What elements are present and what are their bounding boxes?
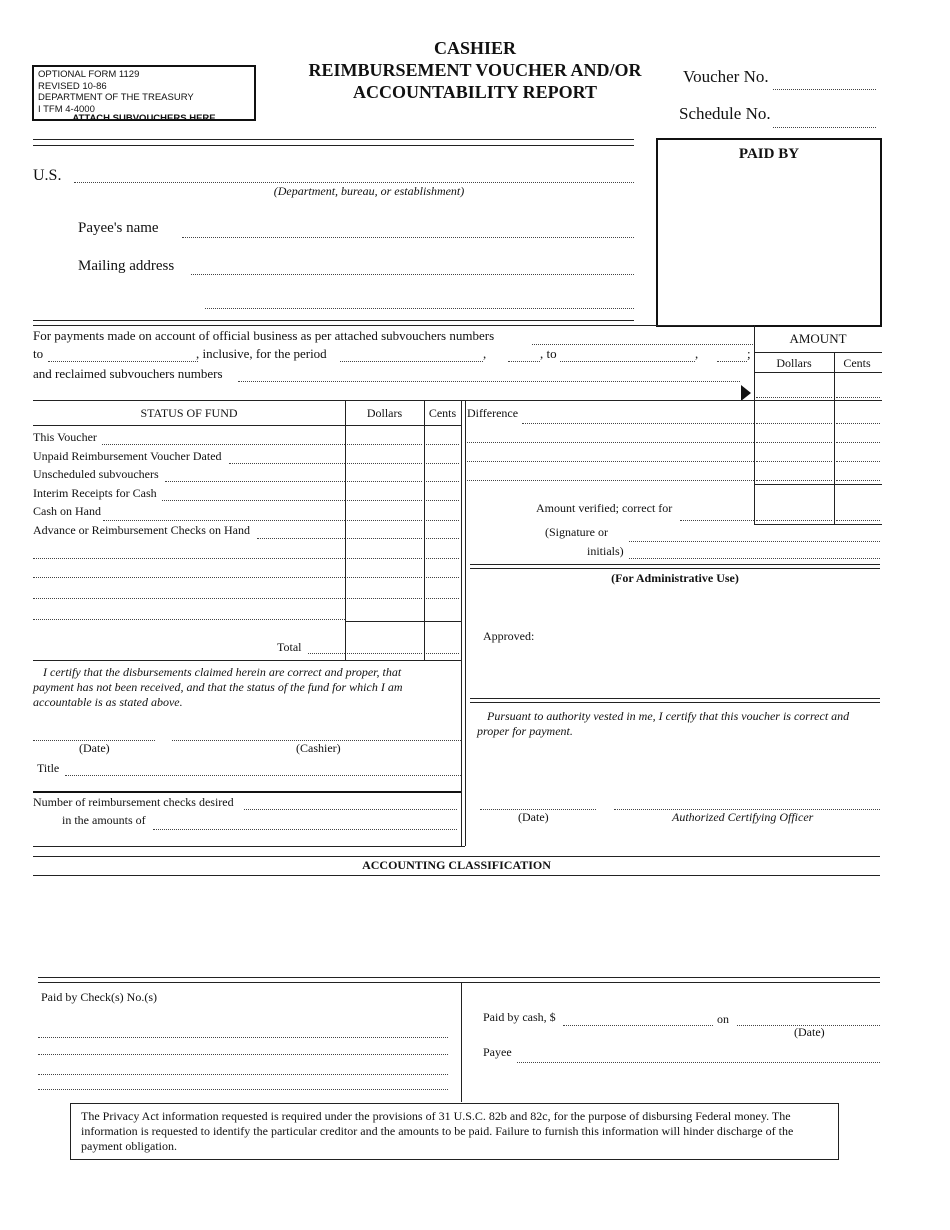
amount-dollars-field[interactable]	[756, 397, 832, 398]
period-comma-2: ,	[695, 346, 699, 361]
verified-bottom-rule	[754, 524, 882, 525]
status-total-label: Total	[277, 640, 302, 654]
status-cents-cell[interactable]	[426, 481, 459, 482]
period-from-year-field[interactable]	[508, 361, 540, 362]
difference-field[interactable]	[522, 423, 754, 424]
signature-field-2[interactable]	[629, 558, 880, 559]
period-semicolon: ;	[747, 346, 751, 361]
status-cents-cell[interactable]	[426, 577, 459, 578]
status-cents-cell[interactable]	[426, 538, 459, 539]
approved-rule-1	[470, 698, 880, 699]
accounting-rule-bottom	[33, 875, 880, 876]
paid-by-check-label: Paid by Check(s) No.(s)	[41, 990, 157, 1004]
status-cents-cell[interactable]	[426, 444, 459, 445]
status-cents-cell[interactable]	[426, 500, 459, 501]
privacy-act-notice	[70, 1103, 839, 1160]
difference-row-4[interactable]	[467, 480, 754, 481]
signature-label-2: initials)	[587, 544, 624, 558]
payee-name-label: Payee's name	[78, 220, 159, 236]
attach-rule-left	[36, 119, 66, 120]
paid-by-title: PAID BY	[738, 146, 800, 162]
payment-rule-2	[38, 982, 880, 983]
center-rule-2	[465, 400, 466, 846]
amount-col-mid	[834, 352, 835, 525]
status-header-rule	[33, 425, 461, 426]
title-line-2: REIMBURSEMENT VOUCHER AND/OR	[308, 60, 642, 80]
payee-name-field[interactable]	[182, 237, 634, 238]
difference-row-2-cents[interactable]	[836, 442, 880, 443]
period-to-year-field[interactable]	[717, 361, 747, 362]
status-dollars-cell[interactable]	[347, 598, 422, 599]
status-row-checks-on-hand: Advance or Reimbursement Checks on Hand	[33, 523, 250, 537]
attach-rule-right	[218, 119, 252, 120]
checks-desired-field[interactable]	[244, 809, 457, 810]
status-row-blank-3[interactable]	[33, 598, 345, 599]
period-to-label: , to	[540, 346, 557, 361]
admin-use-label: (For Administrative Use)	[611, 571, 739, 585]
checks-desired-label: Number of reimbursement checks desired	[33, 795, 234, 809]
difference-label: Difference	[467, 406, 519, 420]
form-title	[290, 37, 660, 103]
payments-to-label: to	[33, 346, 44, 361]
status-cents-cell[interactable]	[426, 598, 459, 599]
center-rule-1	[461, 400, 462, 846]
status-total-field[interactable]	[308, 653, 345, 654]
status-dollars-cell[interactable]	[347, 520, 422, 521]
status-row-blank-4[interactable]	[33, 619, 345, 620]
paid-by-cash-label: Paid by cash, $	[483, 1010, 556, 1024]
payments-line-1: For payments made on account of official business as per attached subvouchers numbers	[33, 328, 495, 343]
difference-cents[interactable]	[836, 423, 880, 424]
arrow-icon	[741, 385, 751, 401]
cashier-label: (Cashier)	[296, 741, 341, 755]
status-row-unpaid-field[interactable]	[229, 463, 345, 464]
difference-dollars[interactable]	[756, 423, 832, 424]
title-line-3: ACCOUNTABILITY REPORT	[353, 82, 597, 102]
status-pre-total-rule	[345, 621, 461, 622]
status-row-blank-2[interactable]	[33, 577, 345, 578]
paid-by-box[interactable]	[656, 138, 882, 327]
address-rule-2	[33, 325, 753, 326]
schedule-no-label: Schedule No.	[679, 104, 771, 123]
admin-rule-1	[470, 564, 880, 565]
status-cents-cell[interactable]	[426, 520, 459, 521]
certifying-officer-label: Authorized Certifying Officer	[672, 810, 814, 824]
form-tfm: I TFM 4-4000	[38, 103, 95, 115]
status-row-unscheduled-field[interactable]	[165, 481, 345, 482]
mailing-address-field-2[interactable]	[205, 308, 634, 309]
amount-verified-label: Amount verified; correct for	[536, 501, 673, 515]
status-cents-header: Cents	[428, 406, 457, 420]
difference-row-3[interactable]	[467, 461, 754, 462]
verified-top-rule	[754, 484, 882, 485]
status-row-interim-field[interactable]	[162, 500, 345, 501]
status-cents-cell[interactable]	[426, 558, 459, 559]
in-amounts-field[interactable]	[153, 829, 457, 830]
check-number-field-4[interactable]	[38, 1089, 448, 1090]
mailing-address-field-1[interactable]	[191, 274, 634, 275]
status-row-cash-on-hand-field[interactable]	[103, 520, 345, 521]
status-row-this-voucher-field[interactable]	[102, 444, 345, 445]
status-row-interim: Interim Receipts for Cash	[33, 486, 157, 500]
amount-cents-field[interactable]	[836, 397, 880, 398]
accounting-classification-title: ACCOUNTING CLASSIFICATION	[362, 858, 551, 872]
amount-verified-field[interactable]	[680, 520, 754, 521]
schedule-no-field[interactable]	[773, 127, 876, 128]
cashier-certification: I certify that the disbursements claimed herein are correct and proper, that payment has not been received, and that the status of the fund for which I am accountable is as stated above.	[33, 665, 403, 709]
voucher-no-field[interactable]	[773, 89, 876, 90]
voucher-no-label: Voucher No.	[683, 67, 769, 86]
pursuant-certification: Pursuant to authority vested in me, I certify that this voucher is correct and proper for payment.	[477, 709, 850, 738]
status-row-unscheduled: Unscheduled subvouchers	[33, 467, 159, 481]
form-department: DEPARTMENT OF THE TREASURY	[38, 92, 194, 103]
status-dollars-cell[interactable]	[347, 463, 422, 464]
status-total-cents[interactable]	[426, 653, 459, 654]
in-amounts-label: in the amounts of	[62, 813, 146, 827]
status-row-blank-1[interactable]	[33, 558, 345, 559]
reclaimed-label: and reclaimed subvouchers numbers	[33, 366, 223, 381]
status-dollars-cell[interactable]	[347, 558, 422, 559]
cashier-title-field[interactable]	[65, 775, 461, 776]
on-label: on	[717, 1012, 729, 1026]
payee-signature-field[interactable]	[517, 1062, 880, 1063]
status-dollars-cell[interactable]	[347, 481, 422, 482]
approved-rule-2	[470, 702, 880, 703]
top-rule-2	[33, 145, 634, 146]
attach-subvouchers-label: ATTACH SUBVOUCHERS HERE	[72, 113, 216, 124]
mailing-address-label: Mailing address	[78, 258, 175, 274]
reclaimed-field[interactable]	[238, 381, 740, 382]
title-line-1: CASHIER	[433, 38, 517, 58]
amount-sub-rule	[754, 372, 882, 373]
amount-header-rule	[754, 352, 882, 353]
amount-dollars-header: Dollars	[776, 356, 812, 370]
period-comma-1: ,	[483, 346, 487, 361]
status-of-fund-header: STATUS OF FUND	[140, 406, 238, 420]
title-label: Title	[37, 761, 60, 775]
period-to-field[interactable]	[560, 361, 695, 362]
accounting-classification-area[interactable]	[33, 877, 880, 975]
check-number-field-2[interactable]	[38, 1054, 448, 1055]
difference-row-4-cents[interactable]	[836, 480, 880, 481]
cash-date-label: (Date)	[794, 1025, 825, 1039]
status-dollars-cell[interactable]	[347, 577, 422, 578]
paid-by-cash-field[interactable]	[563, 1025, 713, 1026]
approved-label: Approved:	[483, 629, 535, 643]
status-dollars-header: Dollars	[366, 406, 403, 420]
form-revision: REVISED 10-86	[38, 80, 107, 92]
signature-field-1[interactable]	[629, 541, 880, 542]
cashier-date-label: (Date)	[79, 741, 110, 755]
admin-rule-2	[470, 568, 880, 569]
privacy-act-text: The Privacy Act information requested is required under the provisions of 31 U.S.C. 82b and 82c, for the purpose of disbursing Federal money. The information is requested to identify the particular creditor and the amounts to be paid. Failure to furnish this information will hinder discharge of the payment obligation.	[81, 1109, 794, 1153]
status-row-this-voucher: This Voucher	[33, 430, 97, 444]
status-dollars-cell[interactable]	[347, 444, 422, 445]
difference-row-2-dollars[interactable]	[756, 442, 832, 443]
accounting-rule-top	[33, 856, 880, 857]
status-dollars-cell[interactable]	[347, 500, 422, 501]
form-number: OPTIONAL FORM 1129	[38, 69, 140, 80]
amount-col-left	[754, 325, 755, 525]
payment-rule-1	[38, 977, 880, 978]
period-from-field[interactable]	[340, 361, 483, 362]
subvoucher-from-field[interactable]	[532, 344, 753, 345]
status-total-dollars[interactable]	[347, 653, 422, 654]
address-rule-1	[33, 320, 634, 321]
amount-verified-dollars[interactable]	[756, 520, 832, 521]
top-rule-1	[33, 139, 634, 140]
difference-row-3-cents[interactable]	[836, 461, 880, 462]
status-cents-cell[interactable]	[426, 463, 459, 464]
status-row-unpaid: Unpaid Reimbursement Voucher Dated	[33, 449, 222, 463]
officer-date-label: (Date)	[518, 810, 549, 824]
subvoucher-to-field[interactable]	[48, 361, 198, 362]
amount-verified-cents[interactable]	[836, 520, 880, 521]
left-bottom-rule	[33, 846, 465, 847]
us-label: U.S.	[33, 167, 62, 184]
check-number-field-3[interactable]	[38, 1074, 448, 1075]
check-number-field-1[interactable]	[38, 1037, 448, 1038]
status-row-checks-on-hand-field[interactable]	[257, 538, 345, 539]
payment-divider	[461, 982, 462, 1102]
amount-header: AMOUNT	[789, 331, 847, 346]
payee-label: Payee	[483, 1045, 512, 1059]
signature-label-1: (Signature or	[545, 525, 608, 539]
department-hint: (Department, bureau, or establishment)	[273, 184, 465, 198]
department-field[interactable]	[74, 182, 634, 183]
amount-cents-header: Cents	[843, 356, 871, 370]
section-rule	[33, 400, 882, 401]
status-bottom-rule	[33, 660, 461, 661]
difference-row-4-dollars[interactable]	[756, 480, 832, 481]
difference-row-3-dollars[interactable]	[756, 461, 832, 462]
status-dollars-cell[interactable]	[347, 538, 422, 539]
difference-row-2[interactable]	[467, 442, 754, 443]
status-row-cash-on-hand: Cash on Hand	[33, 504, 101, 518]
payments-inclusive-label: , inclusive, for the period	[196, 346, 327, 361]
checks-section-rule	[33, 791, 461, 793]
